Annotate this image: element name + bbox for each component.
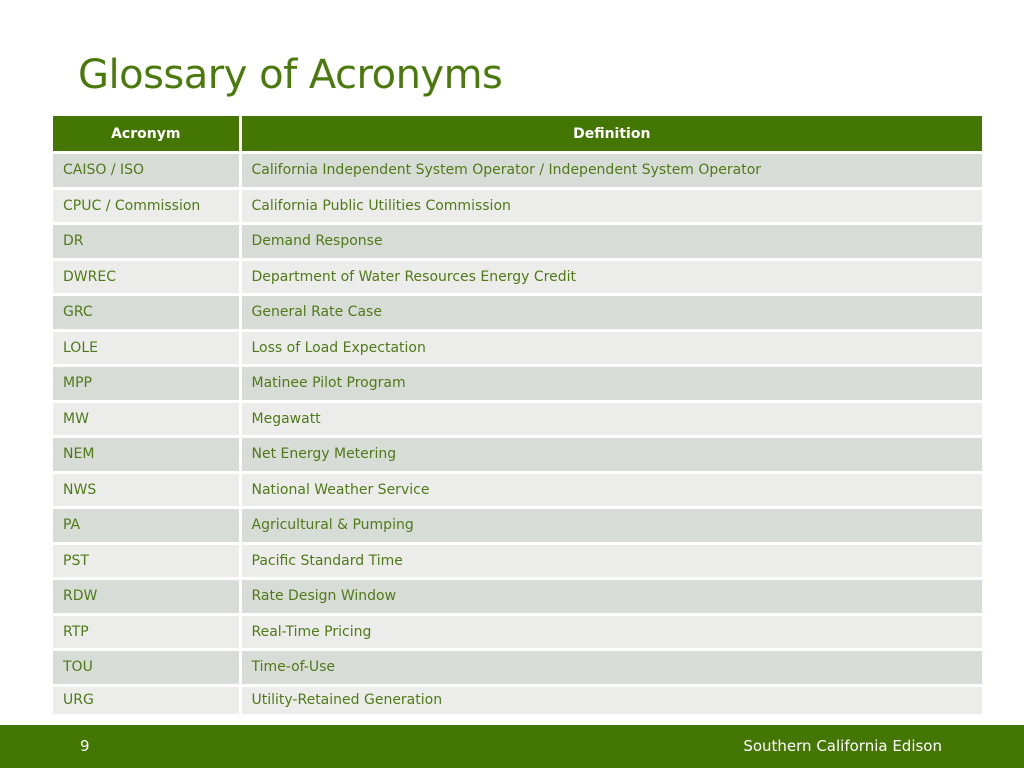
- acronym-cell: DR: [53, 224, 240, 260]
- table-row: [53, 437, 982, 473]
- definition-cell: Real-Time Pricing: [240, 614, 982, 650]
- column-header-acronym: Acronym: [53, 116, 240, 153]
- table-row: [53, 650, 982, 686]
- page-number: 9: [80, 737, 90, 755]
- table-row: [53, 188, 982, 224]
- definition-cell: Loss of Load Expectation: [240, 330, 982, 366]
- acronym-cell: LOLE: [53, 330, 240, 366]
- definition-cell: National Weather Service: [240, 472, 982, 508]
- acronym-cell: URG: [53, 685, 240, 714]
- acronym-cell: DWREC: [53, 259, 240, 295]
- acronym-cell: RTP: [53, 614, 240, 650]
- acronym-cell: PA: [53, 508, 240, 544]
- definition-cell: Megawatt: [240, 401, 982, 437]
- table-header-row: [53, 116, 982, 153]
- footer-company-name: Southern California Edison: [743, 737, 942, 755]
- definition-cell: Utility-Retained Generation: [240, 685, 982, 714]
- acronym-cell: NWS: [53, 472, 240, 508]
- column-header-definition: Definition: [240, 116, 982, 153]
- definition-cell: Rate Design Window: [240, 579, 982, 615]
- table-row: [53, 295, 982, 331]
- definition-cell: Net Energy Metering: [240, 437, 982, 473]
- acronym-cell: MPP: [53, 366, 240, 402]
- definition-cell: Agricultural & Pumping: [240, 508, 982, 544]
- acronym-cell: CPUC / Commission: [53, 188, 240, 224]
- definition-cell: California Public Utilities Commission: [240, 188, 982, 224]
- table-row: [53, 508, 982, 544]
- table-row: [53, 472, 982, 508]
- definition-cell: Demand Response: [240, 224, 982, 260]
- page-title: Glossary of Acronyms: [78, 52, 503, 98]
- table-row: [53, 259, 982, 295]
- acronym-cell: TOU: [53, 650, 240, 686]
- glossary-table: [53, 116, 982, 714]
- table-row: [53, 579, 982, 615]
- definition-cell: Pacific Standard Time: [240, 543, 982, 579]
- table-row: [53, 153, 982, 189]
- acronym-cell: MW: [53, 401, 240, 437]
- definition-cell: Time-of-Use: [240, 650, 982, 686]
- acronym-cell: CAISO / ISO: [53, 153, 240, 189]
- acronym-cell: RDW: [53, 579, 240, 615]
- acronym-cell: NEM: [53, 437, 240, 473]
- footer-bar: [0, 725, 1024, 768]
- table-row: [53, 614, 982, 650]
- definition-cell: California Independent System Operator / Independent System Operator: [240, 153, 982, 189]
- definition-cell: General Rate Case: [240, 295, 982, 331]
- acronym-cell: GRC: [53, 295, 240, 331]
- table-row: [53, 543, 982, 579]
- table-row: [53, 401, 982, 437]
- table-row: [53, 685, 982, 714]
- definition-cell: Department of Water Resources Energy Credit: [240, 259, 982, 295]
- acronym-cell: PST: [53, 543, 240, 579]
- table-row: [53, 366, 982, 402]
- definition-cell: Matinee Pilot Program: [240, 366, 982, 402]
- table-row: [53, 330, 982, 366]
- table-row: [53, 224, 982, 260]
